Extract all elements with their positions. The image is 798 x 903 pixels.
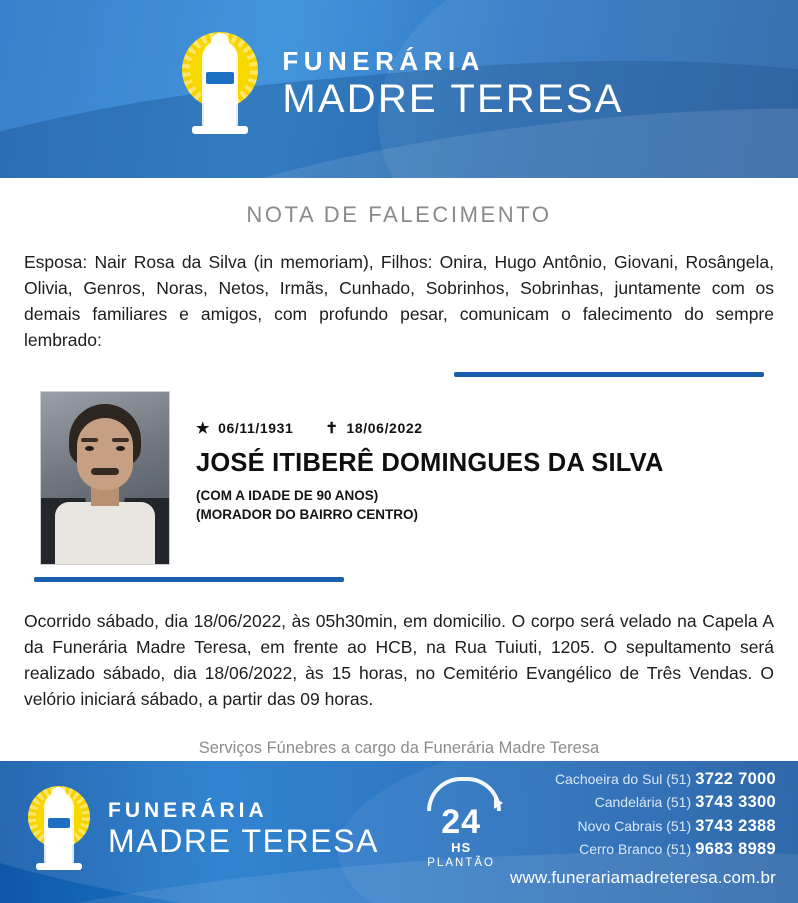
badge-number: 24: [441, 803, 482, 841]
portrait-mustache: [91, 468, 119, 475]
badge-hours-unit: HS: [451, 840, 472, 855]
brand-text-footer: [108, 800, 379, 857]
divider-bottom: [34, 577, 344, 582]
deceased-info: [196, 391, 776, 525]
contact-phone[interactable]: 9683 8989: [695, 839, 776, 858]
deceased-neighborhood: (MORADOR DO BAIRRO CENTRO): [196, 507, 418, 523]
portrait-face: [77, 418, 133, 490]
notice-content: [0, 202, 798, 758]
contact-phone[interactable]: 3743 3300: [695, 793, 776, 812]
header-content: [0, 0, 798, 178]
header-banner: [0, 0, 798, 178]
divider-top: [454, 372, 764, 377]
birth-date: 06/11/1931: [218, 419, 294, 436]
portrait-eye-left: [85, 446, 94, 451]
footer-content: [0, 761, 798, 903]
contact-city: Novo Cabrais (51): [577, 817, 692, 834]
portrait-eye-right: [116, 446, 125, 451]
badge-label: PLANTÃO: [427, 857, 495, 869]
madre-teresa-figure-icon: [174, 32, 266, 134]
brand-logo-footer: [22, 786, 379, 870]
madre-teresa-figure-icon-footer: [22, 786, 96, 870]
deceased-name: JOSÉ ITIBERÊ DOMINGUES DA SILVA: [196, 448, 664, 477]
logo-base-bar: [192, 126, 248, 134]
contact-row: [510, 768, 776, 791]
brand-logo-header: [174, 32, 623, 134]
services-credit: Serviços Fúnebres a cargo da Funerária Madre Teresa: [198, 738, 600, 757]
brand-line-2-footer: MADRE TERESA: [108, 822, 380, 859]
contact-city: Cachoeira do Sul (51): [554, 770, 692, 787]
contact-city: Candelária (51): [594, 794, 692, 811]
contact-phone[interactable]: 3743 2388: [695, 816, 776, 835]
family-intro-text: Esposa: Nair Rosa da Silva (in memoriam), Filhos: Onira, Hugo Antônio, Giovani, Rosângela, Olivia, Genros, Noras, Netos, Irmãs, Cunhado, Sobrinhos, Sobrinhas, juntamente com os demais familiares e amigos, com profundo pesar, comunicam o falecimento do sempre lembrado:: [24, 252, 774, 350]
life-dates: [196, 419, 776, 437]
contact-row: [510, 791, 776, 814]
contact-row: [510, 838, 776, 861]
website-link[interactable]: www.funerariamadreteresa.com.br: [509, 868, 776, 888]
star-icon: ★: [196, 419, 211, 437]
contact-city: Cerro Branco (51): [579, 840, 692, 857]
death-date: 18/06/2022: [346, 419, 423, 436]
portrait-brow-left: [81, 438, 98, 442]
deceased-age: (COM A IDADE DE 90 ANOS): [196, 487, 379, 503]
brand-text-header: [282, 45, 624, 121]
funeral-details-text: Ocorrido sábado, dia 18/06/2022, às 05h30min, em domicilio. O corpo será velado na Capela A da Funerária Madre Teresa, em frente ao HCB, na Rua Tuiuti, 1205. O sepultamento será realizado sábado, dia 18/06/2022, às 15 horas, no Cemitério Evangélico de Três Vendas. O velório iniciará sábado, a partir das 09 horas.: [24, 610, 774, 710]
contact-phone[interactable]: 3722 7000: [695, 769, 776, 788]
footer-banner: [0, 761, 798, 903]
logo-base-bar-footer: [36, 863, 82, 870]
deceased-block: [22, 391, 776, 565]
24h-service-badge: [415, 783, 507, 869]
clock-arrow-icon: [427, 777, 501, 811]
page-title: NOTA DE FALECIMENTO: [246, 202, 552, 227]
brand-line-1: FUNERÁRIA: [282, 45, 485, 76]
praying-figure-icon-footer: [46, 794, 72, 864]
brand-line-1-footer: FUNERÁRIA: [108, 798, 268, 822]
portrait-brow-right: [112, 438, 129, 442]
contacts-list: [510, 768, 776, 889]
brand-line-2: MADRE TERESA: [282, 76, 624, 121]
deceased-portrait: [40, 391, 170, 565]
contact-row: [510, 815, 776, 838]
cross-icon: ✝: [325, 419, 339, 437]
praying-figure-icon: [204, 42, 236, 128]
portrait-shirt: [55, 502, 155, 564]
